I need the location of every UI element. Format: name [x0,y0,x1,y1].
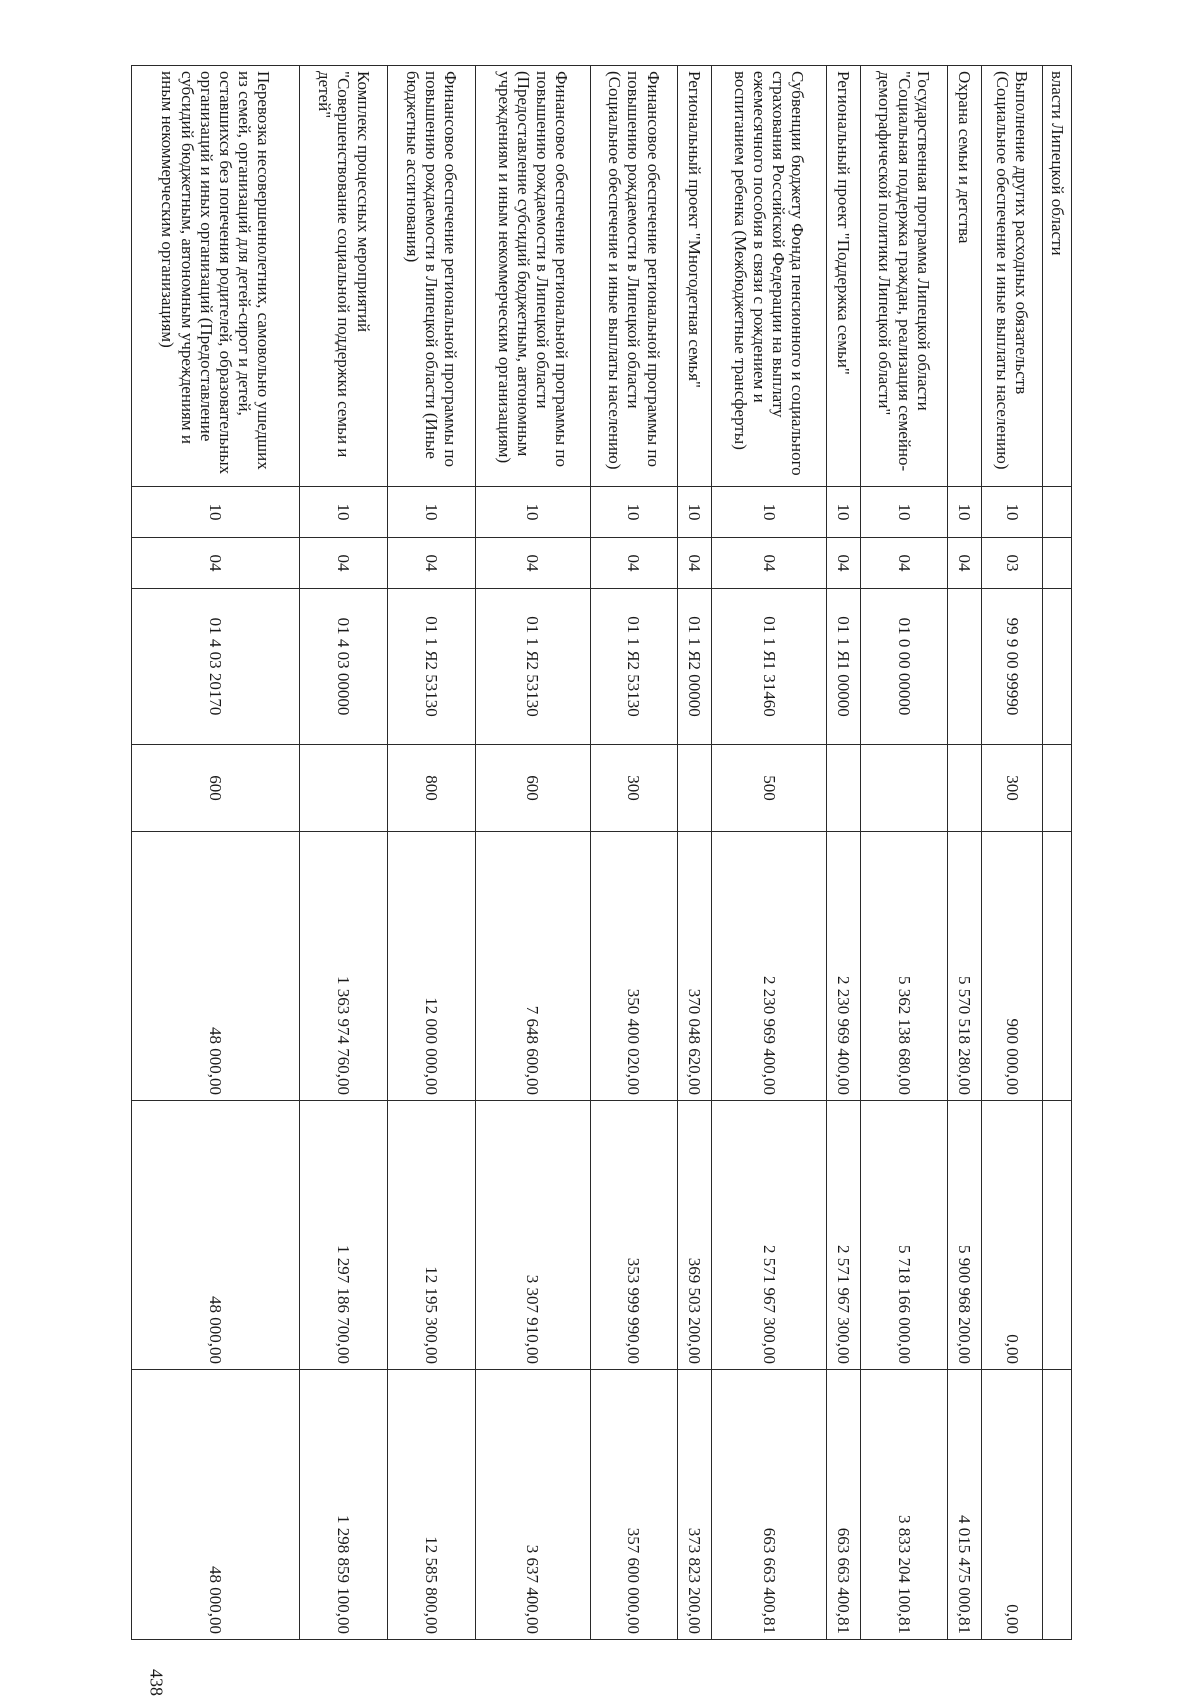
row-expense-type-code: 800 [388,745,476,832]
row-expense-type-code: 300 [590,745,678,832]
row-section-code: 10 [860,487,948,538]
row-amount-2: 2 571 967 300,00 [712,1101,827,1370]
row-subsection-code: 04 [712,538,827,589]
row-amount-1: 350 400 020,00 [590,832,678,1101]
header-row-cell [1043,832,1072,1101]
row-amount-3: 663 663 400,81 [712,1370,827,1640]
row-amount-2: 353 999 990,00 [590,1101,678,1370]
row-subsection-code: 03 [982,538,1043,589]
row-amount-2: 48 000,00 [132,1101,301,1370]
row-subsection-code: 04 [860,538,948,589]
row-description: Выполнение других расходных обязательств (Социальное обеспечение и иные выплаты населению) [982,66,1043,487]
row-section-code: 10 [132,487,301,538]
row-amount-3: 663 663 400,81 [826,1370,860,1640]
row-description: Региональный проект "Многодетная семья" [678,66,712,487]
row-amount-1: 2 230 969 400,00 [826,832,860,1101]
row-subsection-code: 04 [826,538,860,589]
row-subsection-code: 04 [475,538,590,589]
header-row-description: власти Липецкой области [1043,66,1072,487]
row-target-article-code: 01 4 03 20170 [132,589,301,745]
row-amount-2: 5 900 968 200,00 [948,1101,982,1370]
table-row [388,66,476,1640]
row-subsection-code: 04 [300,538,388,589]
row-amount-3: 1 298 859 100,00 [300,1370,388,1640]
row-expense-type-code: 500 [712,745,827,832]
row-section-code: 10 [475,487,590,538]
row-target-article-code: 01 1 Я2 53130 [590,589,678,745]
row-expense-type-code [678,745,712,832]
row-amount-2: 12 195 300,00 [388,1101,476,1370]
row-description: Комплекс процессных мероприятий "Совершенствование социальной поддержки семьи и детей" [300,66,388,487]
row-amount-3: 3 637 400,00 [475,1370,590,1640]
row-amount-1: 5 362 138 680,00 [860,832,948,1101]
row-description: Финансовое обеспечение региональной программы по повышению рождаемости в Липецкой области (Социальное обеспечение и иные выплаты населению) [590,66,678,487]
row-amount-1: 370 048 620,00 [678,832,712,1101]
table-row [132,66,301,1640]
row-target-article-code: 99 9 00 99990 [982,589,1043,745]
rotated-table-wrapper [131,65,1072,1639]
table-body [132,66,1072,1640]
row-description: Перевозка несовершеннолетних, самовольно ушедших из семей, организаций для детей-сирот и детей, оставшихся без попечения родителей, образовательных организаций и иных организаций (Предоставление субсидий бюджетным, автономным учреждениям и иным некоммерческим организациям) [132,66,301,487]
row-target-article-code: 01 1 Я1 31460 [712,589,827,745]
row-subsection-code: 04 [132,538,301,589]
row-section-code: 10 [982,487,1043,538]
row-description: Охрана семьи и детства [948,66,982,487]
budget-table [131,65,1072,1640]
header-row-cell [1043,1370,1072,1640]
row-section-code: 10 [826,487,860,538]
row-target-article-code: 01 1 Я2 53130 [475,589,590,745]
table-row [590,66,678,1640]
row-amount-3: 4 015 475 000,81 [948,1370,982,1640]
row-amount-3: 373 823 200,00 [678,1370,712,1640]
header-row-cell [1043,589,1072,745]
table-row [948,66,982,1640]
page-number-anchor [68,836,167,1696]
row-amount-2: 1 297 186 700,00 [300,1101,388,1370]
row-target-article-code: 01 0 00 00000 [860,589,948,745]
row-amount-1: 12 000 000,00 [388,832,476,1101]
table-row [712,66,827,1640]
row-section-code: 10 [590,487,678,538]
row-expense-type-code [826,745,860,832]
row-amount-1: 2 230 969 400,00 [712,832,827,1101]
row-amount-3: 12 585 800,00 [388,1370,476,1640]
row-amount-2: 2 571 967 300,00 [826,1101,860,1370]
row-amount-3: 0,00 [982,1370,1043,1640]
row-subsection-code: 04 [388,538,476,589]
row-description: Государственная программа Липецкой области "Социальная поддержка граждан, реализация семейно-демографической политики Липецкой области" [860,66,948,487]
row-target-article-code: 01 1 Я2 00000 [678,589,712,745]
row-amount-1: 5 570 518 280,00 [948,832,982,1101]
row-section-code: 10 [948,487,982,538]
table-row [678,66,712,1640]
row-amount-3: 3 833 204 100,81 [860,1370,948,1640]
row-description: Финансовое обеспечение региональной программы по повышению рождаемости в Липецкой области (Предоставление субсидий бюджетным, автономным учреждениям и иным некоммерческим организациям) [475,66,590,487]
row-amount-1: 900 000,00 [982,832,1043,1101]
row-subsection-code: 04 [948,538,982,589]
row-amount-2: 3 307 910,00 [475,1101,590,1370]
row-description: Финансовое обеспечение региональной программы по повышению рождаемости в Липецкой области (Иные бюджетные ассигнования) [388,66,476,487]
table-header-row [1043,66,1072,1640]
row-section-code: 10 [712,487,827,538]
row-expense-type-code [948,745,982,832]
row-section-code: 10 [678,487,712,538]
header-row-cell [1043,745,1072,832]
row-amount-2: 369 503 200,00 [678,1101,712,1370]
table-row [860,66,948,1640]
row-amount-3: 357 600 000,00 [590,1370,678,1640]
row-description: Субвенции бюджету Фонда пенсионного и социального страхования Российской Федерации на выплату ежемесячного пособия в связи с рождением и воспитанием ребенка (Межбюджетные трансферты) [712,66,827,487]
row-section-code: 10 [388,487,476,538]
table-row [982,66,1043,1640]
page-number: 438 [146,1669,167,1696]
row-description: Региональный проект "Поддержка семьи" [826,66,860,487]
row-target-article-code: 01 1 Я2 53130 [388,589,476,745]
table-row [475,66,590,1640]
row-target-article-code [948,589,982,745]
header-row-cell [1043,487,1072,538]
row-target-article-code: 01 1 Я1 00000 [826,589,860,745]
row-amount-1: 7 648 600,00 [475,832,590,1101]
row-expense-type-code [860,745,948,832]
table-row [826,66,860,1640]
row-expense-type-code [300,745,388,832]
row-amount-2: 5 718 166 000,00 [860,1101,948,1370]
row-expense-type-code: 600 [475,745,590,832]
row-section-code: 10 [300,487,388,538]
row-amount-3: 48 000,00 [132,1370,301,1640]
row-amount-1: 48 000,00 [132,832,301,1101]
row-amount-1: 1 363 974 760,00 [300,832,388,1101]
row-subsection-code: 04 [590,538,678,589]
header-row-cell [1043,538,1072,589]
table-row [300,66,388,1640]
header-row-cell [1043,1101,1072,1370]
row-expense-type-code: 300 [982,745,1043,832]
row-expense-type-code: 600 [132,745,301,832]
row-target-article-code: 01 4 03 00000 [300,589,388,745]
row-amount-2: 0,00 [982,1101,1043,1370]
row-subsection-code: 04 [678,538,712,589]
